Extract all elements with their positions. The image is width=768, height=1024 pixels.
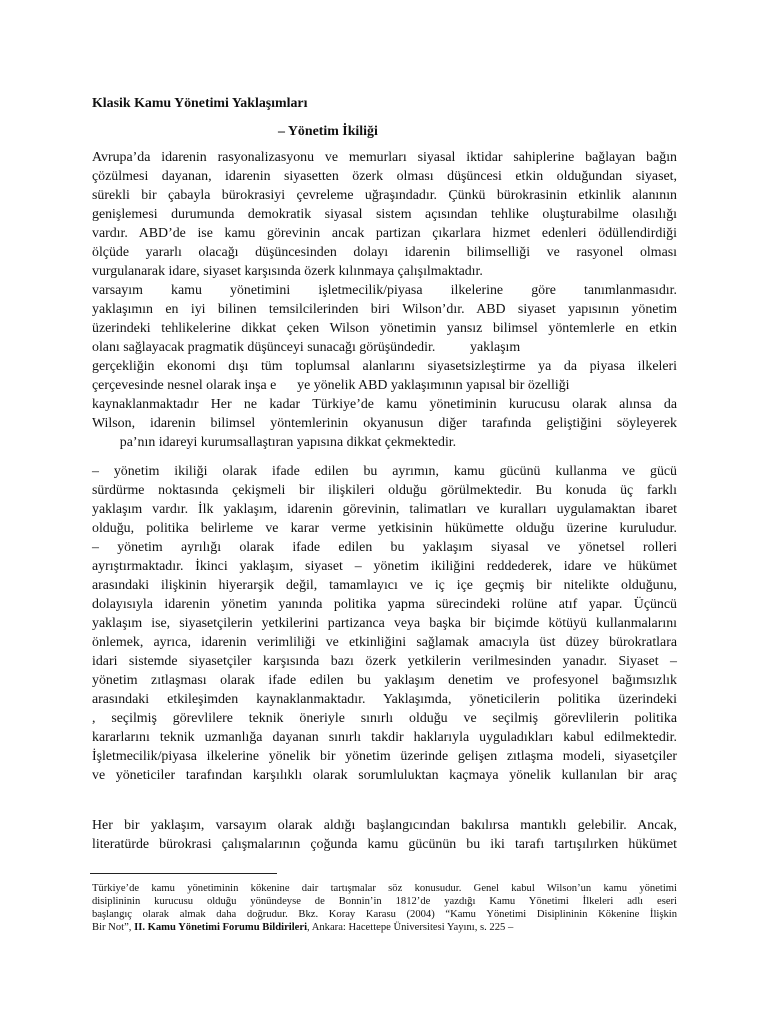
body-line: yönetim zıtlaşması olarak ifade edilen bu yaklaşım denetim ve profesyonel bağımsızlık <box>92 673 677 688</box>
body-line: ölçüde yararlı olacağı düşüncesinden dolayı idarenin bilimselliği ve rasyonel olması <box>92 245 677 260</box>
footnote-line: disiplininin kurucusu olduğu yönündeyse de Bonnin’in 1812’de yazdığı Kamu Yönetimi İlkeleri adlı eseri <box>92 896 677 907</box>
body-line: çerçevesinde nesnel olarak inşa e ye yönelik ABD yaklaşımının yapısal bir özelliği <box>92 378 570 393</box>
body-line: kararlarını teknik uzmanlığa dayanan sınırlı takdir haklarıyla uyguladıkları kabul edilmektedir. <box>92 730 677 745</box>
body-line: literatürde bürokrasi çalışmalarının çoğunda kamu gücünün bu iki tarafı tartışılırken hükümet <box>92 837 677 852</box>
body-line: sürekli bir çabayla bürokrasiyi çevreleme uğraşındadır. Çünkü bürokrasinin etkinlik alanının <box>92 188 677 203</box>
body-line: gerçekliğin ekonomi dışı tüm toplumsal alanlarını siyasetsizleştirme ya da piyasa ilkeleri <box>92 359 677 374</box>
body-line: Avrupa’da idarenin rasyonalizasyonu ve memurları siyasal iktidar sahiplerine bağlayan bağın <box>92 150 677 165</box>
body-line: yaklaşım vardır. İlk yaklaşım, idarenin görevinin, talimatları ve kuralları uygulamaktan ibaret <box>92 502 677 517</box>
body-line: çözülmesi dayanan, idarenin siyasetten özerk olması düşüncesi etkin olduğundan siyaset, <box>92 169 677 184</box>
body-line: – yönetim ayrılığı olarak ifade edilen bu yaklaşım siyasal ve yönetsel rolleri <box>92 540 677 555</box>
body-line: arasındaki etkileşimden kaynaklanmaktadır. Yaklaşımda, yöneticilerin politika üzerindeki <box>92 692 677 707</box>
body-line: yaklaşım ise, siyasetçilerin yetkilerini partizanca veya başka bir biçimde kötüyü kullanmalarını <box>92 616 677 631</box>
body-line: Wilson, idarenin bilimsel yöntemlerinin okyanusun diğer tarafında geliştiğini söyleyerek <box>92 416 677 431</box>
footnote-text: , Ankara: Hacettepe Üniversitesi Yayını, s. 225 – <box>307 922 514 933</box>
body-line: olanı sağlayacak pragmatik düşünceyi sunacağı görüşündedir. yaklaşım <box>92 340 521 355</box>
body-line: kaynaklanmaktadır Her ne kadar Türkiye’de kamu yönetiminin kurucusu olarak alınsa da <box>92 397 677 412</box>
body-line: önlemek, ayrıca, idarenin verimliliği ve etkinliğini sağlamak amacıyla üst düzey bürokratlara <box>92 635 677 650</box>
body-line: , seçilmiş görevlilere teknik öneriyle sınırlı olduğu ve seçilmiş görevlilerin politika <box>92 711 677 726</box>
body-line: pa’nın idareyi kurumsallaştıran yapısına dikkat çekmektedir. <box>92 435 457 450</box>
footnote-separator <box>90 873 277 874</box>
body-line: İşletmecilik/piyasa ilkelerine yönelik bir yönetim üzerinde gelişen zıtlaşma modeli, siyasetçiler <box>92 749 677 764</box>
body-line: varsayım kamu yönetimini işletmecilik/piyasa ilkelerine göre tanımlanmasıdır. <box>92 283 677 298</box>
section-subheading: – Yönetim İkiliği <box>278 124 378 139</box>
footnote-text: Bir Not”, <box>92 922 135 933</box>
body-line: idari sistemde siyasetçiler karşısında bazı özerk yetkilerin verilmesinden yanadır. Siyaset – <box>92 654 677 669</box>
body-line: genişlemesi durumunda demokratik siyasal sistem açısından tehlike oluşturabilme olasılığı <box>92 207 677 222</box>
body-line: – yönetim ikiliği olarak ifade edilen bu ayrımın, kamu gücünü kullanma ve gücü <box>92 464 677 479</box>
body-line: olduğu, politika belirleme ve karar verme yetkisinin hükümette olduğu üzerine kuruludur. <box>92 521 677 536</box>
body-line: sürdürme noktasında çekişmeli bir ilişkileri olduğu görülmektedir. Bu konuda üç farklı <box>92 483 677 498</box>
footnote-source-title: II. Kamu Yönetimi Forumu Bildirileri <box>134 922 308 933</box>
footnote-line: Türkiye’de kamu yönetiminin kökenine dair tartışmalar söz konusudur. Genel kabul Wilson’un kamu yönetimi <box>92 883 677 894</box>
body-line: ayrıştırmaktadır. İkinci yaklaşım, siyaset – yönetim ikiliğini reddederek, idare ve hükümet <box>92 559 677 574</box>
body-line: yaklaşımın en iyi bilinen temsilcilerinden biri Wilson’dır. ABD siyaset yapısının yönetim <box>92 302 677 317</box>
section-heading: Klasik Kamu Yönetimi Yaklaşımları <box>92 96 308 111</box>
body-line: üzerindeki tehlikelerine dikkat çeken Wilson yönetimin yansız bilimsel yöntemlerle en etkin <box>92 321 677 336</box>
body-line: vardır. ABD’de ise kamu görevinin ancak partizan çıkarlara hizmet edenleri ödüllendirdiği <box>92 226 677 241</box>
footnote-line <box>92 921 513 934</box>
body-line: vurgulanarak idare, siyaset karşısında özerk kılınmaya çalışılmaktadır. <box>92 264 483 279</box>
footnote-line: başlangıç olarak almak daha doğrudur. Bkz. Koray Karasu (2004) “Kamu Yönetimi Disiplininin Kökenine İlişkin <box>92 909 677 920</box>
body-line: dolayısıyla idarenin yönetim yanında politika yapma sürecindeki rolüne atıf yapar. Üçüncü <box>92 597 677 612</box>
body-line: Her bir yaklaşım, varsayım olarak aldığı başlangıcından bakılırsa mantıklı gelebilir. Ancak, <box>92 818 677 833</box>
body-line: ve yöneticiler tarafından karşılıklı olarak sorumluluktan kaçmaya yönelik kullanılan bir araç <box>92 768 677 783</box>
body-line: arasındaki ilişkinin hiyerarşik değil, tamamlayıcı ve iç içe geçmiş bir nitelikte olduğunu, <box>92 578 677 593</box>
